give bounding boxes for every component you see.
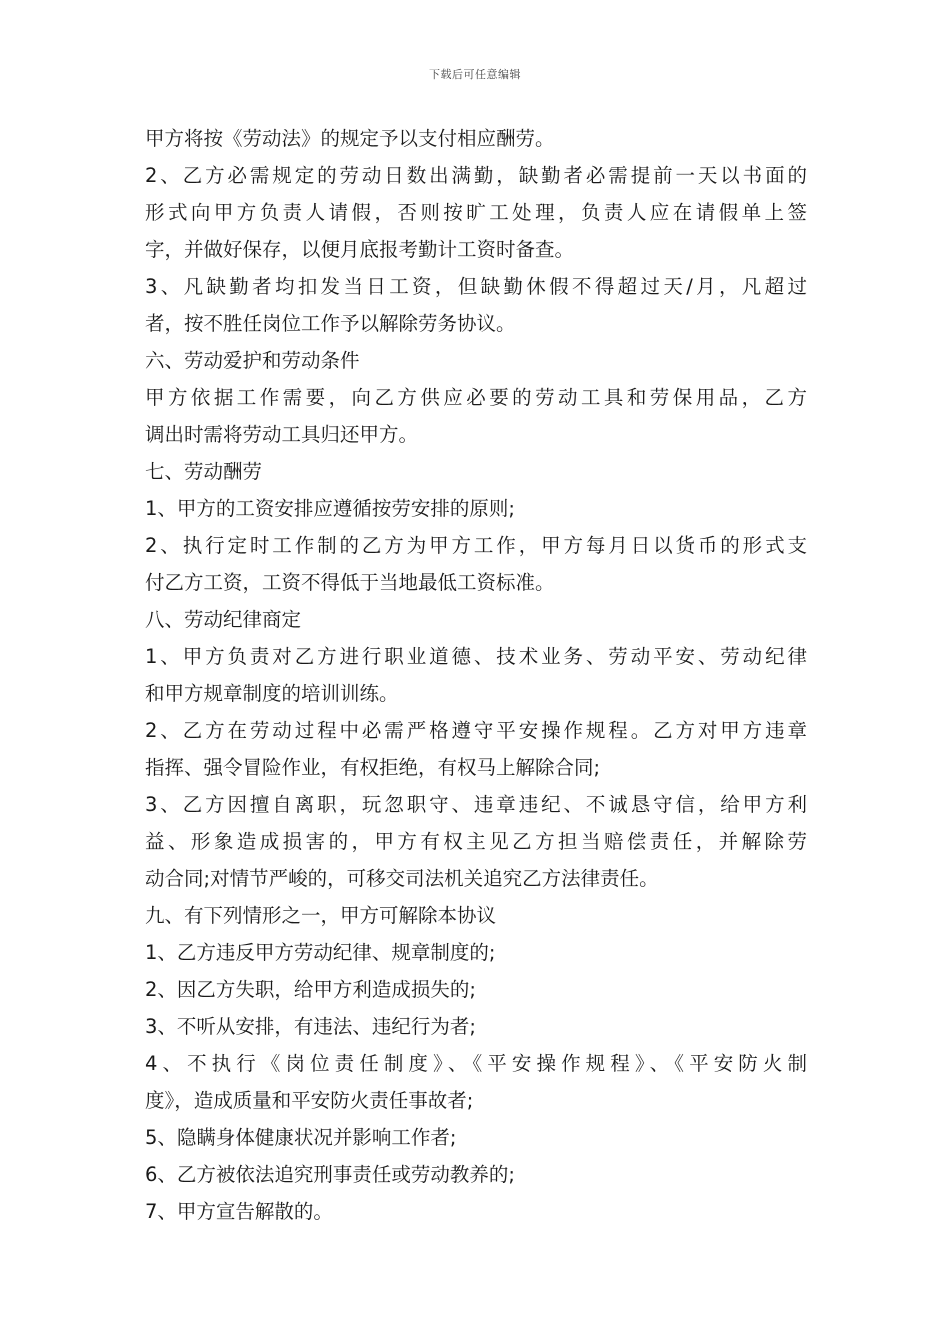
text-line: 3、不听从安排，有违法、违纪行为者; [145,1015,476,1038]
page-header: 下载后可任意编辑 [429,68,521,81]
text-line: 3、凡缺勤者均扣发当日工资，但缺勤休假不得超过天/月，凡超过 [145,275,807,298]
text-line: 九、有下列情形之一，甲方可解除本协议 [145,904,497,927]
text-line: 甲方将按《劳动法》的规定予以支付相应酬劳。 [145,127,555,150]
text-line: 5、隐瞒身体健康状况并影响工作者; [145,1126,457,1149]
text-line: 4、不执行《岗位责任制度》、《平安操作规程》、《平安防火制 [145,1052,807,1075]
text-line: 八、劳动纪律商定 [145,608,302,631]
text-line: 七、劳动酬劳 [145,460,263,483]
text-line: 2、执行定时工作制的乙方为甲方工作，甲方每月日以货币的形式支 [145,534,807,557]
text-line: 1、乙方违反甲方劳动纪律、规章制度的; [145,941,496,964]
text-line: 字，并做好保存，以便月底报考勤计工资时备查。 [145,238,575,261]
text-line: 1、甲方负责对乙方进行职业道德、技术业务、劳动平安、劳动纪律 [145,645,807,668]
text-line: 指挥、强令冒险作业，有权拒绝，有权马上解除合同; [145,756,601,779]
text-line: 3、乙方因擅自离职，玩忽职守、违章违纪、不诚恳守信，给甲方利 [145,793,807,816]
text-line: 1、甲方的工资安排应遵循按劳安排的原则; [145,497,515,520]
text-line: 6、乙方被依法追究刑事责任或劳动教养的; [145,1163,515,1186]
text-line: 度》，造成质量和平安防火责任事故者; [145,1089,474,1112]
text-line: 调出时需将劳动工具归还甲方。 [145,423,419,446]
text-line: 和甲方规章制度的培训训练。 [145,682,399,705]
text-line: 付乙方工资，工资不得低于当地最低工资标准。 [145,571,555,594]
text-line: 2、乙方必需规定的劳动日数出满勤，缺勤者必需提前一天以书面的 [145,164,807,187]
text-line: 者，按不胜任岗位工作予以解除劳务协议。 [145,312,516,335]
document-body [145,120,807,1230]
text-line: 益、形象造成损害的，甲方有权主见乙方担当赔偿责任，并解除劳 [145,830,807,853]
text-line: 形式向甲方负责人请假，否则按旷工处理，负责人应在请假单上签 [145,201,807,224]
text-line: 六、劳动爱护和劳动条件 [145,349,360,372]
text-line: 7、甲方宣告解散的。 [145,1200,333,1223]
text-line: 动合同;对情节严峻的，可移交司法机关追究乙方法律责任。 [145,867,659,890]
text-line: 2、因乙方失职，给甲方利造成损失的; [145,978,476,1001]
text-line: 甲方依据工作需要，向乙方供应必要的劳动工具和劳保用品，乙方 [145,386,807,409]
text-line: 2、乙方在劳动过程中必需严格遵守平安操作规程。乙方对甲方违章 [145,719,807,742]
